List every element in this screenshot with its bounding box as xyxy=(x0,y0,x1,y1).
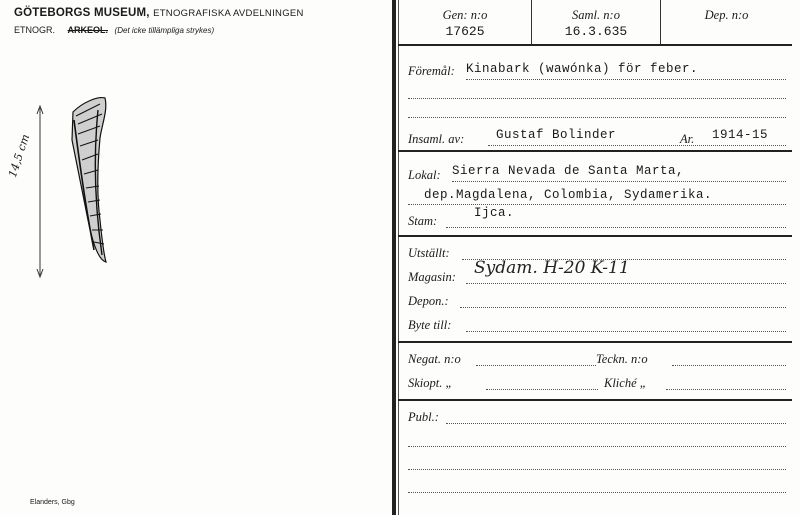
card-left-border xyxy=(392,0,396,515)
insaml-value: Gustaf Bolinder xyxy=(496,128,617,142)
insaml-dotline xyxy=(488,145,786,146)
teckn-dotline xyxy=(672,365,786,366)
magasin-label: Magasin: xyxy=(408,270,456,284)
gen-nr-label: Gen: n:o xyxy=(442,8,488,22)
card-left-border-inner xyxy=(398,0,399,515)
depon-dotline xyxy=(460,307,786,308)
foremal-label: Föremål: xyxy=(408,64,455,78)
measure-label: 14,5 cm xyxy=(6,132,33,180)
foremal-value: Kinabark (wawónka) för feber. xyxy=(466,62,699,76)
stam-value: Ijca. xyxy=(474,206,515,220)
stam-dotline xyxy=(446,227,786,228)
lokal-dotline-2 xyxy=(408,204,786,205)
publ-dotline-3 xyxy=(408,469,786,470)
negat-dotline xyxy=(476,365,596,366)
etnogr-label: ETNOGR. xyxy=(14,25,56,35)
byte-label: Byte till: xyxy=(408,318,452,332)
blank-dotline xyxy=(408,98,786,99)
blank-dotline xyxy=(408,117,786,118)
ar-label: Ar. xyxy=(680,132,695,146)
dep-nr-label: Dep. n:o xyxy=(704,8,749,22)
saml-nr-label: Saml. n:o xyxy=(572,8,620,22)
publ-dotline xyxy=(446,423,786,424)
department-name: ETNOGRAFISKA AVDELNINGEN xyxy=(153,8,304,19)
kliche-label: Kliché „ xyxy=(604,376,647,390)
depon-label: Depon.: xyxy=(408,294,449,308)
utstallt-label: Utställt: xyxy=(408,246,450,260)
collector-rule xyxy=(398,150,792,152)
department-line xyxy=(14,25,214,35)
printer-imprint: Elanders, Gbg xyxy=(30,499,75,506)
stam-label: Stam: xyxy=(408,214,438,228)
ar-value: 1914-15 xyxy=(712,128,769,142)
magasin-dotline xyxy=(466,283,786,284)
byte-dotline xyxy=(466,331,786,332)
negat-label: Negat. n:o xyxy=(408,352,461,366)
bark-drawing xyxy=(72,98,106,262)
publ-label: Publ.: xyxy=(408,410,439,424)
struck-department: ARKEOL. xyxy=(67,25,109,35)
media-rule xyxy=(398,399,792,401)
foremal-dotline xyxy=(466,79,786,80)
magasin-value: Sydam. H-20 K-11 xyxy=(474,258,630,278)
lokal-line2: dep.Magdalena, Colombia, Sydamerika. xyxy=(424,188,713,202)
teckn-label: Teckn. n:o xyxy=(596,352,648,366)
lokal-line1: Sierra Nevada de Santa Marta, xyxy=(452,164,685,178)
storage-rule xyxy=(398,341,792,343)
publ-dotline-4 xyxy=(408,492,786,493)
locality-rule xyxy=(398,235,792,237)
lokal-dotline xyxy=(452,181,786,182)
publ-dotline-2 xyxy=(408,446,786,447)
museum-name: GÖTEBORGS MUSEUM, xyxy=(14,7,150,19)
lokal-label: Lokal: xyxy=(408,168,441,182)
object-sketch xyxy=(28,90,128,280)
strike-note: (Det icke tillämpliga strykes) xyxy=(114,26,215,35)
gen-nr-value: 17625 xyxy=(445,24,485,39)
header-rule xyxy=(398,44,792,46)
skiopt-dotline xyxy=(486,389,598,390)
museum-header xyxy=(14,7,304,19)
saml-nr-value: 16.3.635 xyxy=(564,24,628,39)
insaml-label: Insaml. av: xyxy=(408,132,465,146)
skiopt-label: Skiopt. „ xyxy=(408,376,453,390)
kliche-dotline xyxy=(666,389,786,390)
